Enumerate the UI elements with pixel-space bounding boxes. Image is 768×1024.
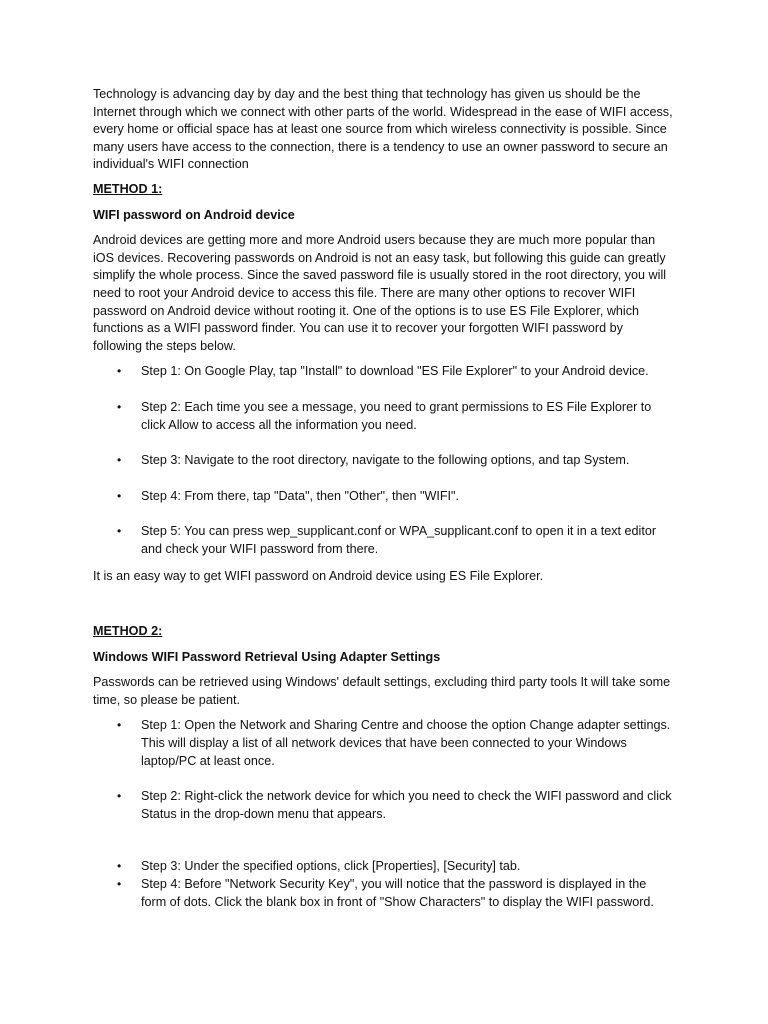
- bullet-icon: •: [117, 718, 122, 733]
- method1-subheading: WIFI password on Android device: [93, 207, 295, 222]
- bullet-icon: •: [117, 859, 122, 874]
- step-text: Step 2: Each time you see a message, you need to grant permissions to ES File Explorer to click Allow to access all the information you need.: [141, 399, 652, 432]
- method2-subheading: Windows WIFI Password Retrieval Using Adapter Settings: [93, 649, 441, 664]
- method2-heading: METHOD 2:: [93, 624, 163, 639]
- bullet-icon: •: [117, 399, 122, 414]
- step-text: Step 3: Navigate to the root directory, navigate to the following options, and tap System.: [141, 453, 630, 468]
- method1-heading: METHOD 1:: [93, 181, 163, 196]
- step-text: Step 4: From there, tap "Data", then "Other", then "WIFI".: [141, 488, 460, 503]
- bullet-icon: •: [117, 524, 122, 539]
- method2-steps-list: [93, 717, 673, 911]
- step-text: Step 1: Open the Network and Sharing Centre and choose the option Change adapter settings. This will display a list of all network devices that have been connected to your Windows laptop/PC at least once.: [141, 718, 671, 768]
- bullet-icon: •: [117, 364, 122, 379]
- step-text: Step 2: Right-click the network device for which you need to check the WIFI password and click Status in the drop-down menu that appears.: [141, 789, 672, 821]
- method1-steps-list: [93, 363, 673, 558]
- step-text: Step 3: Under the specified options, click [Properties], [Security] tab.: [141, 859, 521, 874]
- list-item: [93, 488, 673, 506]
- bullet-icon: •: [117, 488, 122, 503]
- list-item: [93, 876, 673, 911]
- step-text: Step 4: Before "Network Security Key", you will notice that the password is displayed in the form of dots. Click the blank box in front of "Show Characters" to display the WIFI password.: [141, 877, 654, 909]
- intro-paragraph: Technology is advancing day by day and the best thing that technology has given us should be the Internet through which we connect with other parts of the world. Widespread in the ease of WIFI access, every home or official space has at least one source from which wireless connectivity is possible. Since many users have access to the connection, there is a tendency to use an owner password to secure an individual's WIFI connection: [93, 87, 673, 172]
- list-item: [93, 523, 673, 558]
- document-page: [93, 86, 673, 911]
- list-item: [93, 788, 673, 823]
- bullet-icon: •: [117, 877, 122, 891]
- method2-paragraph: Passwords can be retrieved using Windows' default settings, excluding third party tools It will take some time, so please be patient.: [93, 675, 671, 707]
- method1-closing: It is an easy way to get WIFI password on Android device using ES File Explorer.: [93, 569, 544, 584]
- list-item: [93, 399, 673, 434]
- bullet-icon: •: [117, 453, 122, 468]
- step-text: Step 1: On Google Play, tap "Install" to download "ES File Explorer" to your Android device.: [141, 364, 649, 379]
- bullet-icon: •: [117, 789, 122, 804]
- list-item: [93, 858, 673, 876]
- list-item: [93, 363, 673, 381]
- method1-paragraph: Android devices are getting more and more Android users because they are much more popular than iOS devices. Recovering passwords on Android is not an easy task, but following this guide can greatly simplify the whole process. Since the saved password file is usually stored in the root directory, you will need to root your Android device to access this file. There are many other options to recover WIFI password on Android device without rooting it. One of the options is to use ES File Explorer, which functions as a WIFI password finder. You can use it to recover your forgotten WIFI password by following the steps below.: [93, 233, 667, 353]
- step-text: Step 5: You can press wep_supplicant.conf or WPA_supplicant.conf to open it in a text editor and check your WIFI password from there.: [141, 524, 657, 556]
- list-item: [93, 452, 673, 470]
- list-item: [93, 717, 673, 770]
